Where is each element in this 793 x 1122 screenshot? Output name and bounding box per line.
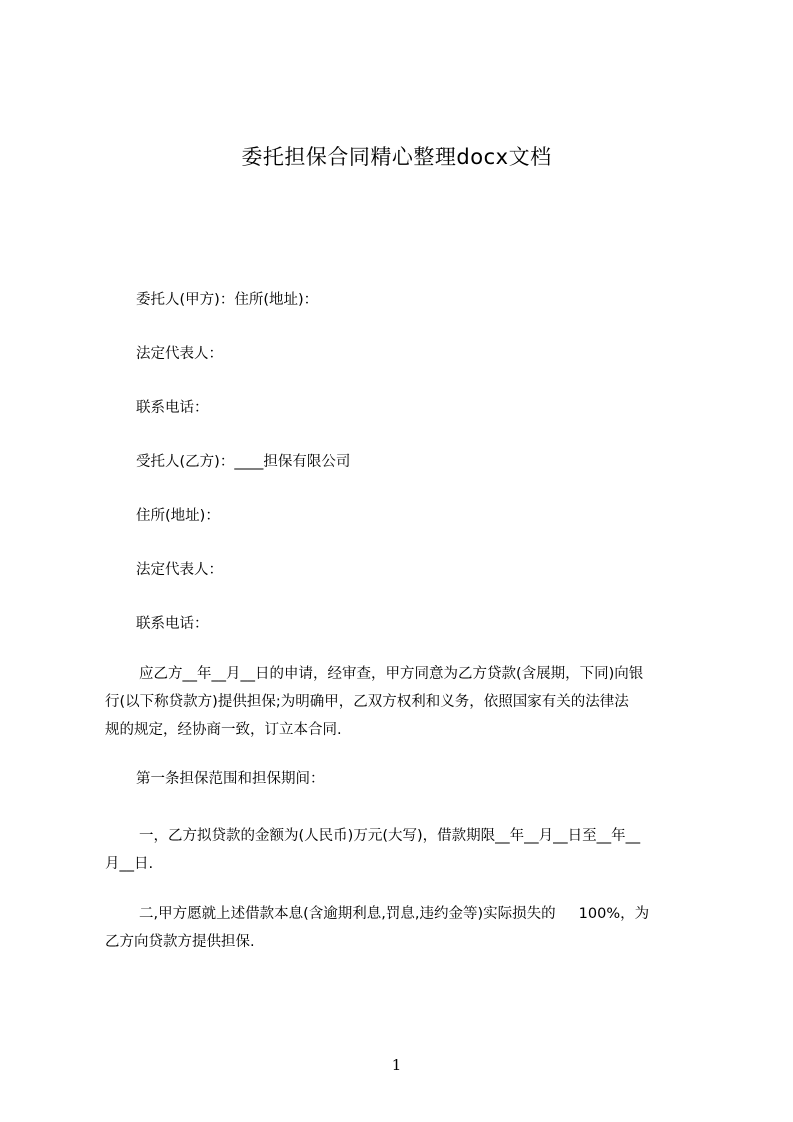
principal-representative-field: 法定代表人： xyxy=(136,346,223,362)
agent-field: 受托人(乙方)：____担保有限公司 xyxy=(136,454,351,470)
page-number: 1 xyxy=(391,1056,402,1074)
document-title: 委托担保合同精心整理docx文档 xyxy=(241,145,552,169)
principal-phone-field: 联系电话： xyxy=(136,400,209,416)
intro-line-1: 应乙方__年__月__日的申请，经审查，甲方同意为乙方贷款(含展期，下同)向银 xyxy=(139,666,644,682)
clause-2-line-1: 二,甲方愿就上述借款本息(含逾期利息,罚息,违约金等)实际损失的 100%，为 xyxy=(139,906,650,922)
agent-phone-field: 联系电话： xyxy=(136,616,209,632)
intro-line-3: 规的规定，经协商一致，订立本合同. xyxy=(105,722,342,738)
article-1-heading: 第一条担保范围和担保期间： xyxy=(136,771,325,787)
clause-1-paragraph xyxy=(105,822,705,878)
clause-1-line-1: 一，乙方拟贷款的金额为(人民币)万元(大写)，借款期限__年__月__日至__年__ xyxy=(139,828,641,844)
intro-paragraph xyxy=(105,660,705,744)
agent-address-field: 住所(地址)： xyxy=(136,508,220,524)
clause-1-line-2: 月__日. xyxy=(105,856,154,872)
agent-representative-field: 法定代表人： xyxy=(136,562,223,578)
intro-line-2: 行(以下称贷款方)提供担保;为明确甲，乙双方权利和义务，依照国家有关的法律法 xyxy=(105,694,629,710)
clause-2-line-2: 乙方向贷款方提供担保. xyxy=(105,934,255,950)
principal-field: 委托人(甲方)：住所(地址)： xyxy=(136,292,319,308)
clause-2-paragraph xyxy=(105,900,705,956)
